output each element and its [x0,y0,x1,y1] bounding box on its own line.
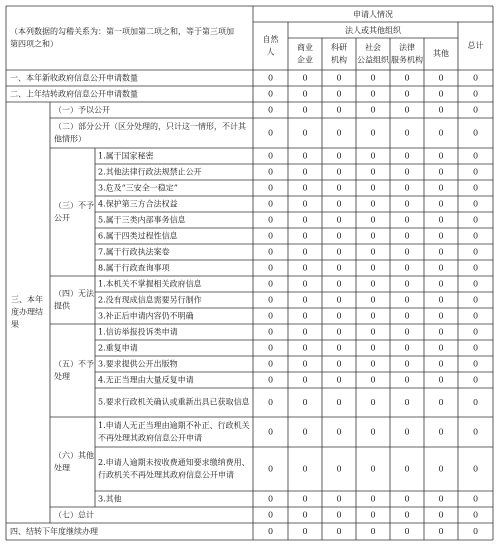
table-note: （本列数据的勾稽关系为：第一项加第二项之和，等于第三项加第四项之和） [10,26,234,49]
cell-value: 0 [472,359,479,369]
cell-value: 0 [302,359,308,369]
cell-value: 0 [302,167,308,177]
group-g5: （五）不予处理 [54,359,94,381]
cell-value: 0 [302,199,308,209]
cell-value: 0 [336,494,342,504]
item-g3-3: 3.危及“三安全一稳定” [98,183,178,193]
cell-value: 0 [370,183,376,193]
cell-value: 0 [302,510,308,520]
item-g5-2: 2.重复申请 [98,343,138,353]
cell-value: 0 [404,398,410,407]
cell-value: 0 [438,527,444,536]
item-g3-2: 2.其他法律行政法规禁止公开 [98,167,202,177]
item-g3-1: 1.属于国家秘密 [98,151,154,161]
cell-value: 0 [302,427,308,437]
cell-value: 0 [267,494,274,504]
cell-value: 0 [336,247,342,257]
cell-value: 0 [302,151,308,161]
cell-value: 0 [336,263,342,273]
item-g5-5: 5.要求行政机关确认或重新出具已获取信息 [98,397,250,407]
cell-value: 0 [370,215,376,225]
cell-value: 0 [438,183,444,193]
cell-value: 0 [370,311,376,321]
cell-value: 0 [370,359,376,369]
cell-value: 0 [438,375,444,385]
cell-value: 0 [302,343,308,353]
cell-value: 0 [336,427,342,437]
cell-value: 0 [404,183,410,193]
cell-value: 0 [302,247,308,257]
cell-value: 0 [438,279,444,289]
cell-value: 0 [267,151,274,161]
cell-value: 0 [404,279,410,289]
cell-value: 0 [336,89,342,99]
cell-value: 0 [438,295,444,305]
group-g1: （一）予以公开 [54,105,110,115]
cell-value: 0 [336,510,342,520]
cell-value: 0 [267,279,274,289]
cell-value: 0 [438,105,444,115]
cell-value: 0 [404,215,410,225]
header-column-4: 法律服务机构 [391,42,423,65]
cell-value: 0 [472,510,479,520]
cell-value: 0 [438,215,444,225]
cell-value: 0 [404,359,410,369]
item-g5-1: 1.信访举报投诉类申请 [98,327,178,337]
cell-value: 0 [267,327,274,337]
cell-value: 0 [438,89,444,99]
cell-value: 0 [472,263,479,273]
cell-value: 0 [267,311,274,321]
cell-value: 0 [404,527,410,536]
cell-value: 0 [472,375,479,385]
cell-value: 0 [472,105,479,115]
item-g5-3: 3.要求提供公开出版物 [98,359,178,369]
cell-value: 0 [302,215,308,225]
cell-value: 0 [267,199,274,209]
cell-value: 0 [404,105,410,115]
cell-value: 0 [370,527,376,536]
cell-value: 0 [302,494,308,504]
cell-value: 0 [302,295,308,305]
cell-value: 0 [472,527,479,536]
group-g3: （三）不予公开 [54,200,94,223]
cell-value: 0 [302,73,308,83]
cell-value: 0 [336,398,342,407]
group-g4: （四）无法提供 [54,288,94,311]
group-g7: （七）总计 [54,510,94,520]
cell-value: 0 [472,494,479,504]
cell-value: 0 [472,464,479,474]
cell-value: 0 [404,311,410,321]
cell-value: 0 [472,231,479,241]
cell-value: 0 [404,89,410,99]
cell-value: 0 [336,151,342,161]
cell-value: 0 [404,151,410,161]
cell-value: 0 [267,375,274,385]
cell-value: 0 [302,464,308,474]
cell-value: 0 [370,199,376,209]
cell-value: 0 [438,343,444,353]
header-column-1: 商业企业 [297,42,313,65]
cell-value: 0 [438,359,444,369]
cell-value: 0 [336,231,342,241]
cell-value: 0 [472,167,479,177]
cell-value: 0 [438,510,444,520]
cell-value: 0 [370,279,376,289]
item-g4-1: 1.本机关不掌握相关政府信息 [98,279,202,289]
cell-value: 0 [336,128,342,138]
cell-value: 0 [404,247,410,257]
cell-value: 0 [404,295,410,305]
cell-value: 0 [302,279,308,289]
cell-value: 0 [267,105,274,115]
cell-value: 0 [370,151,376,161]
cell-value: 0 [370,375,376,385]
cell-value: 0 [370,327,376,337]
cell-value: 0 [370,494,376,504]
cell-value: 0 [438,247,444,257]
cell-value: 0 [472,311,479,321]
cell-value: 0 [302,105,308,115]
cell-value: 0 [370,105,376,115]
cell-value: 0 [438,427,444,437]
header-applicant-situation: 申请人情况 [353,10,393,19]
item-g6-1: 1.申请人无正当理由逾期不补正、行政机关不再处理其政府信息公开申请 [98,420,250,443]
cell-value: 0 [336,464,342,474]
header-natural-person: 自然人 [262,34,279,57]
cell-value: 0 [336,343,342,353]
cell-value: 0 [472,199,479,209]
item-g4-2: 2.没有现成信息需要另行制作 [98,295,202,305]
cell-value: 0 [336,375,342,385]
cell-value: 0 [404,464,410,474]
cell-value: 0 [404,128,410,138]
cell-value: 0 [472,343,479,353]
cell-value: 0 [302,527,308,536]
cell-value: 0 [472,128,479,138]
cell-value: 0 [472,247,479,257]
cell-value: 0 [302,231,308,241]
cell-value: 0 [336,311,342,321]
cell-value: 0 [267,263,274,273]
section-s3: 三、本年度办理结果 [11,295,43,329]
cell-value: 0 [267,427,274,437]
cell-value: 0 [336,359,342,369]
section-s2: 二、上年结转政府信息公开申请数量 [10,89,138,99]
item-g6-2: 2.申请人逾期未按收费通知要求缴纳费用、行政机关不再处理其政府信息公开申请 [98,457,250,480]
cell-value: 0 [472,73,479,83]
cell-value: 0 [438,167,444,177]
cell-value: 0 [370,510,376,520]
cell-value: 0 [404,199,410,209]
item-g3-5: 5.属于三类内部事务信息 [98,215,186,225]
cell-value: 0 [404,263,410,273]
cell-value: 0 [302,375,308,385]
cell-value: 0 [267,183,274,193]
cell-value: 0 [370,464,376,474]
cell-value: 0 [438,128,444,138]
cell-value: 0 [370,167,376,177]
cell-value: 0 [267,527,274,536]
cell-value: 0 [336,73,342,83]
item-g4-3: 3.补正后申请内容仍不明确 [98,311,194,321]
cell-value: 0 [472,151,479,161]
cell-value: 0 [267,359,274,369]
cell-value: 0 [404,510,410,520]
cell-value: 0 [370,263,376,273]
cell-value: 0 [404,327,410,337]
cell-value: 0 [336,183,342,193]
cell-value: 0 [472,427,479,437]
section-s4: 四、结转下年度继续办理 [10,527,98,536]
cell-value: 0 [438,311,444,321]
cell-value: 0 [336,105,342,115]
item-g3-8: 8.属于行政查询事项 [98,263,170,273]
cell-value: 0 [336,279,342,289]
cell-value: 0 [438,199,444,209]
item-g3-6: 6.属于四类过程性信息 [98,231,178,241]
cell-value: 0 [472,183,479,193]
cell-value: 0 [438,151,444,161]
cell-value: 0 [472,327,479,337]
cell-value: 0 [267,464,274,474]
cell-value: 0 [336,527,342,536]
item-g3-4: 4.保护第三方合法权益 [98,199,178,209]
item-g5-4: 4.无正当理由大量反复申请 [98,375,194,385]
cell-value: 0 [336,199,342,209]
cell-value: 0 [336,327,342,337]
header-column-5: 其他 [433,49,449,58]
cell-value: 0 [404,494,410,504]
cell-value: 0 [438,73,444,83]
cell-value: 0 [472,398,479,407]
header-total: 总计 [467,41,484,50]
cell-value: 0 [404,375,410,385]
header-legal-person-group: 法人或其他组织 [345,26,401,35]
cell-value: 0 [267,510,274,520]
cell-value: 0 [302,128,308,138]
cell-value: 0 [336,215,342,225]
cell-value: 0 [302,327,308,337]
cell-value: 0 [404,167,410,177]
cell-value: 0 [336,295,342,305]
cell-value: 0 [370,231,376,241]
cell-value: 0 [370,427,376,437]
cell-value: 0 [370,89,376,99]
cell-value: 0 [302,263,308,273]
cell-value: 0 [404,73,410,83]
cell-value: 0 [302,183,308,193]
cell-value: 0 [267,128,274,138]
cell-value: 0 [472,279,479,289]
cell-value: 0 [404,231,410,241]
cell-value: 0 [472,295,479,305]
cell-value: 0 [404,343,410,353]
cell-value: 0 [267,167,274,177]
cell-value: 0 [370,295,376,305]
item-g6-3: 3.其他 [98,494,122,504]
cell-value: 0 [267,231,274,241]
header-column-2: 科研机构 [331,42,347,65]
header-column-3: 社会公益组织 [357,42,389,65]
cell-value: 0 [267,343,274,353]
cell-value: 0 [438,231,444,241]
cell-value: 0 [336,167,342,177]
cell-value: 0 [267,247,274,257]
cell-value: 0 [267,89,274,99]
cell-value: 0 [302,398,308,407]
cell-value: 0 [370,128,376,138]
cell-value: 0 [438,494,444,504]
item-g3-7: 7.属于行政执法案卷 [98,247,170,257]
cell-value: 0 [438,464,444,474]
group-g2: （二）部分公开（区分处理的，只计这一情形，不计其他情形） [54,121,246,144]
cell-value: 0 [472,215,479,225]
cell-value: 0 [370,398,376,407]
cell-value: 0 [267,215,274,225]
cell-value: 0 [267,73,274,83]
cell-value: 0 [438,263,444,273]
cell-value: 0 [370,73,376,83]
cell-value: 0 [267,295,274,305]
cell-value: 0 [472,89,479,99]
cell-value: 0 [267,398,274,407]
cell-value: 0 [302,89,308,99]
group-g6: （六）其他处理 [54,450,94,473]
cell-value: 0 [302,311,308,321]
cell-value: 0 [404,427,410,437]
cell-value: 0 [438,327,444,337]
cell-value: 0 [438,398,444,407]
section-s1: 一、本年新收政府信息公开申请数量 [10,73,138,83]
cell-value: 0 [370,343,376,353]
cell-value: 0 [370,247,376,257]
